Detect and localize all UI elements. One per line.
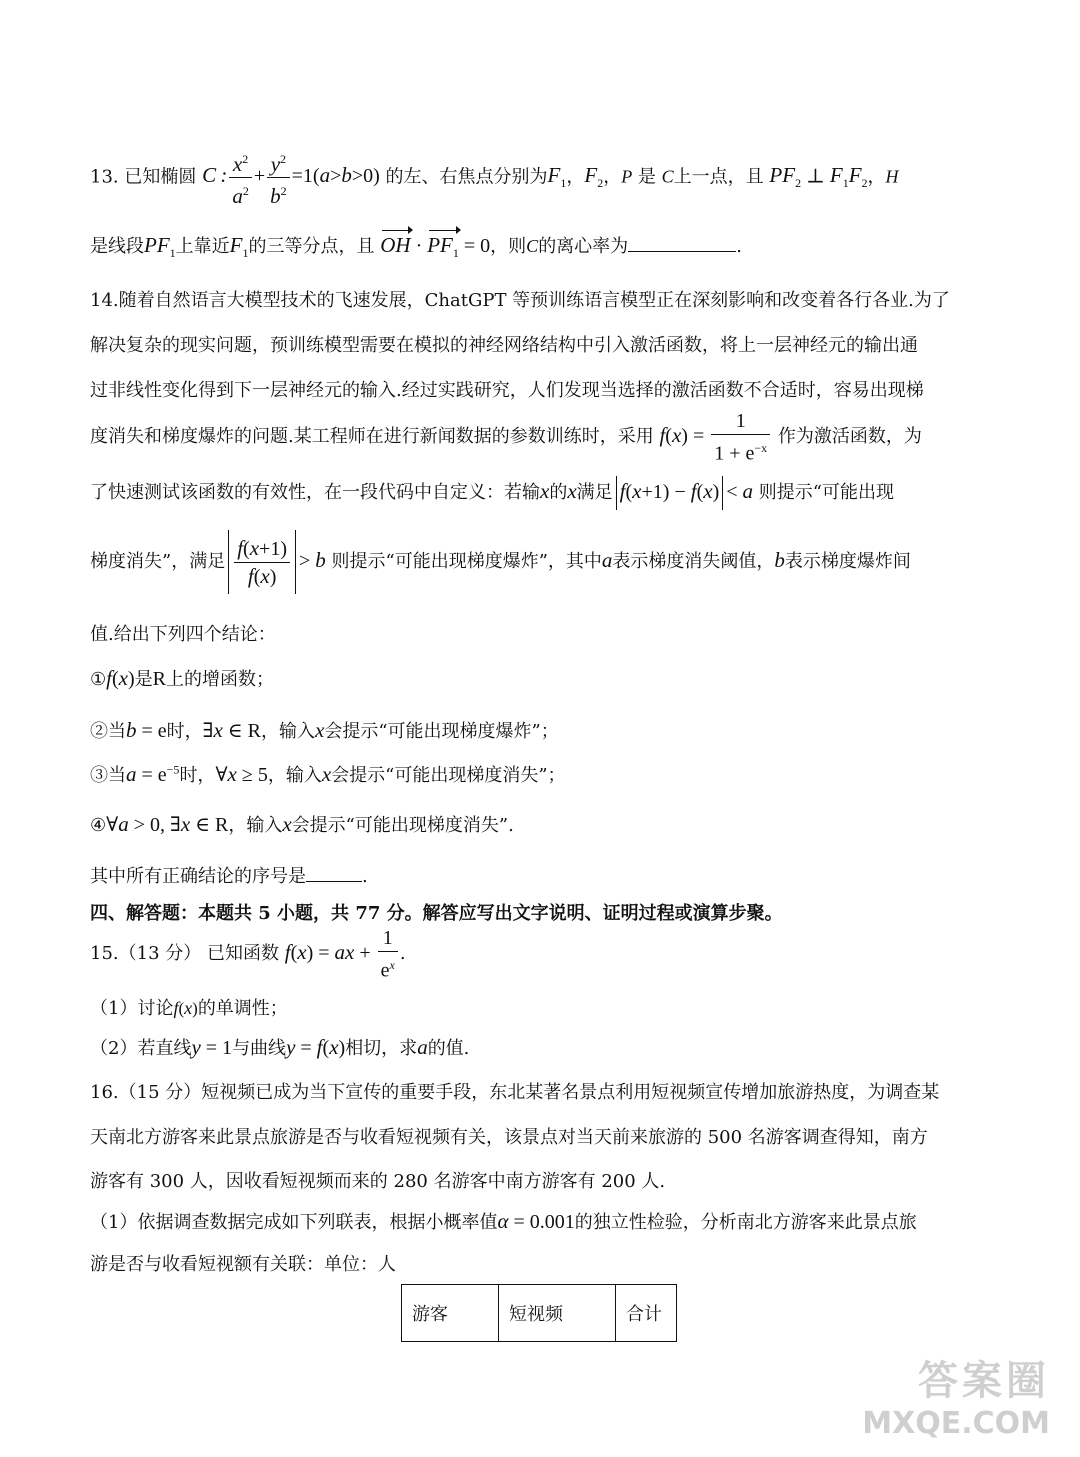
q14-conclusion-2: ②当b = e时，∃x ∈ R，输入x会提示“可能出现梯度爆炸”；	[90, 718, 559, 742]
q14-line-6: 梯度消失”，满足 $\frac{f(x+1)}{f(x)}$ > b 则提示“可能出现梯度爆炸”，其中a表示梯度消失阈值，b表示梯度爆炸间	[90, 530, 911, 594]
conclusion-2-text-d: 会提示“可能出现梯度爆炸”；	[324, 721, 559, 742]
conclusion-4-text-b: ，输入	[228, 815, 283, 836]
q14-answer-text: 其中所有正确结论的序号是	[90, 866, 306, 887]
watermark-logo	[862, 1349, 1050, 1441]
conclusion-1-text-b: 是	[134, 669, 153, 690]
q14-line-5-text-c: 满足	[576, 481, 613, 503]
q14-line-7: 值.给出下列四个结论：	[90, 624, 276, 645]
q14-line-4-text-b: 作为激活函数，为	[777, 426, 922, 448]
q13-text-3: 是	[637, 166, 656, 188]
q14-line-5-text-d: 则提示“可能出现	[758, 481, 894, 503]
q13-text-8: ，则	[490, 236, 527, 257]
q13-text-4: 上一点，且	[673, 166, 764, 188]
q15-line: 15.（13 分） 已知函数 f(x) = ax + $\frac{1}{e^x}$ .	[90, 927, 406, 982]
q15-head: 15.（13 分） 已知函数	[90, 943, 279, 965]
conclusion-2-text-c: ，输入	[261, 721, 315, 742]
conclusion-3-text-c: ，输入	[267, 765, 322, 786]
q14-line-5: 了快速测试该函数的有效性，在一段代码中自定义：若输x的x满足 f(x+1) − f(x) < a 则提示“可能出现	[90, 476, 894, 510]
q15-part-2: （2）若直线y = 1与曲线y = f(x)相切，求a的值.	[90, 1035, 470, 1059]
q16-part-1-cont: 游是否与收看短视额有关联：单位：人	[90, 1254, 396, 1275]
conclusion-3-text-a: ③当	[90, 765, 126, 786]
q13-text-2: 的左、右焦点分别为	[385, 166, 548, 188]
q13-text-7: 的三等分点，且	[248, 236, 375, 257]
q14-answer-line: 其中所有正确结论的序号是 .	[90, 862, 368, 888]
conclusion-4-text-a: ④	[90, 815, 107, 836]
circled-one: ①	[90, 669, 107, 690]
table-header-cell: 合计	[616, 1285, 677, 1342]
q14-line-5-text-a: 了快速测试该函数的有效性，在一段代码中自定义：若输	[90, 481, 540, 503]
conclusion-3-text-d: 会提示“可能出现梯度消失”；	[331, 765, 566, 786]
watermark-en: MXQE.COM	[862, 1406, 1050, 1441]
q14-line-6-text-d: 表示梯度爆炸间	[784, 550, 911, 572]
section-4-heading: 四、解答题：本题共 5 小题，共 77 分。解答应写出文字说明、证明过程或演算步聚。	[90, 903, 783, 924]
q16-part-1-b: 的独立性检验，分析南北方游客来此景点旅	[574, 1212, 917, 1233]
q16-line-1: 16.（15 分）短视频已成为当下宣传的重要手段，东北某著名景点利用短视频宣传增加旅游热度，为调查某	[90, 1082, 940, 1103]
q14-conclusion-3: ③当$a = e^{-5}$时，∀x ≥ 5，输入x会提示“可能出现梯度消失”；	[90, 762, 566, 786]
q15-part-1-a: （1）讨论	[90, 998, 174, 1019]
conclusion-2-text-b: 时，	[166, 721, 203, 742]
q16-line-2: 天南北方游客来此景点旅游是否与收看短视频有关，该景点对当天前来旅游的 500 名游客调查得知，南方	[90, 1127, 928, 1148]
conclusion-1-text-c: 上的增函数；	[166, 669, 274, 690]
q13-line-1: 13. 已知椭圆 C : $\frac{x^2}{a^2}$ + $\frac{y^2}{b^2}$ =1(a>b>0) 的左、右焦点分别为$F_1$，$F_2$，P 是 C上一点，且 $PF_2$ ⊥ $F_1F_2$，H	[90, 146, 899, 209]
q14-line-6-text-a: 梯度消失”，满足	[90, 550, 226, 572]
q15-part-2-a: （2）若直线	[90, 1038, 192, 1059]
ellipse-equation: C : $\frac{x^2}{a^2}$ + $\frac{y^2}{b^2}$ =1(a>b>0)	[202, 163, 380, 187]
table-header-cell: 短视频	[499, 1285, 616, 1342]
q13-text-1: 已知椭圆	[124, 166, 197, 188]
q13-text-9: 的离心率为	[538, 236, 629, 257]
q13-line-2: 是线段$PF_1$上靠近$F_1$的三等分点，且 OH · $PF_1 = 0$，则C的离心率为 .	[90, 233, 742, 261]
q15-part-2-b: 与曲线	[232, 1038, 287, 1059]
q13-text-5: 是线段	[90, 236, 144, 257]
q14-line-6-text-b: 则提示“可能出现梯度爆炸”，其中	[331, 550, 602, 572]
q16-part-1: （1）依据调查数据完成如下列联表，根据小概率值α = 0.001的独立性检验，分析南北方游客来此景点旅	[90, 1209, 917, 1233]
q13-text-6: 上靠近	[175, 236, 230, 257]
q13-number: 13.	[90, 166, 119, 188]
q15-part-2-c: 相切，求	[345, 1038, 418, 1059]
q14-line-4-text-a: 度消失和梯度爆炸的问题.某工程师在进行新闻数据的参数训练时，采用	[90, 426, 654, 448]
q16-line-3: 游客有 300 人，因收看短视频而来的 280 名游客中南方游客有 200 人.	[90, 1171, 666, 1192]
q14-line-3: 过非线性变化得到下一层神经元的输入.经过实践研究，人们发现当选择的激活函数不合适时，容易出现梯	[90, 380, 924, 401]
q14-line-4	[90, 408, 922, 467]
q15-part-1: （1）讨论f(x)的单调性；	[90, 998, 288, 1019]
q14-line-2: 解决复杂的现实问题，预训练模型需要在模拟的神经网络结构中引入激活函数，将上一层神经元的输出通	[90, 335, 918, 356]
contingency-table	[401, 1284, 677, 1342]
q15-part-2-d: 的值.	[427, 1038, 470, 1059]
activation-function: f(x) = $\frac{1}{1 + e^{-x}}$	[659, 423, 772, 447]
q14-line-5-text-b: 的	[549, 481, 568, 503]
q15-function: f(x) = ax + $\frac{1}{e^x}$	[285, 940, 400, 964]
q14-line-1: 14.随着自然语言大模型技术的飞速发展，ChatGPT 等预训练语言模型正在深刻影响和改变着各行各业.为了	[90, 290, 950, 311]
q14-conclusion-1: ①f(x)是R上的增函数；	[90, 666, 274, 690]
watermark-cn: 答案圈	[918, 1358, 1050, 1404]
q14-line-6-text-c: 表示梯度消失阈值，	[612, 550, 775, 572]
table-header-row	[402, 1285, 677, 1342]
conclusion-4-text-c: 会提示“可能出现梯度消失”.	[291, 815, 514, 836]
q16-part-1-a: （1）依据调查数据完成如下列联表，根据小概率值	[90, 1212, 498, 1233]
q15-part-1-b: 的单调性；	[197, 998, 288, 1019]
conclusion-2-text-a: ②当	[90, 721, 126, 742]
q14-conclusion-4: ④∀a > 0, ∃x ∈ R，输入x会提示“可能出现梯度消失”.	[90, 812, 514, 836]
conclusion-3-text-b: 时，	[179, 765, 216, 786]
table-header-cell: 游客	[402, 1285, 499, 1342]
